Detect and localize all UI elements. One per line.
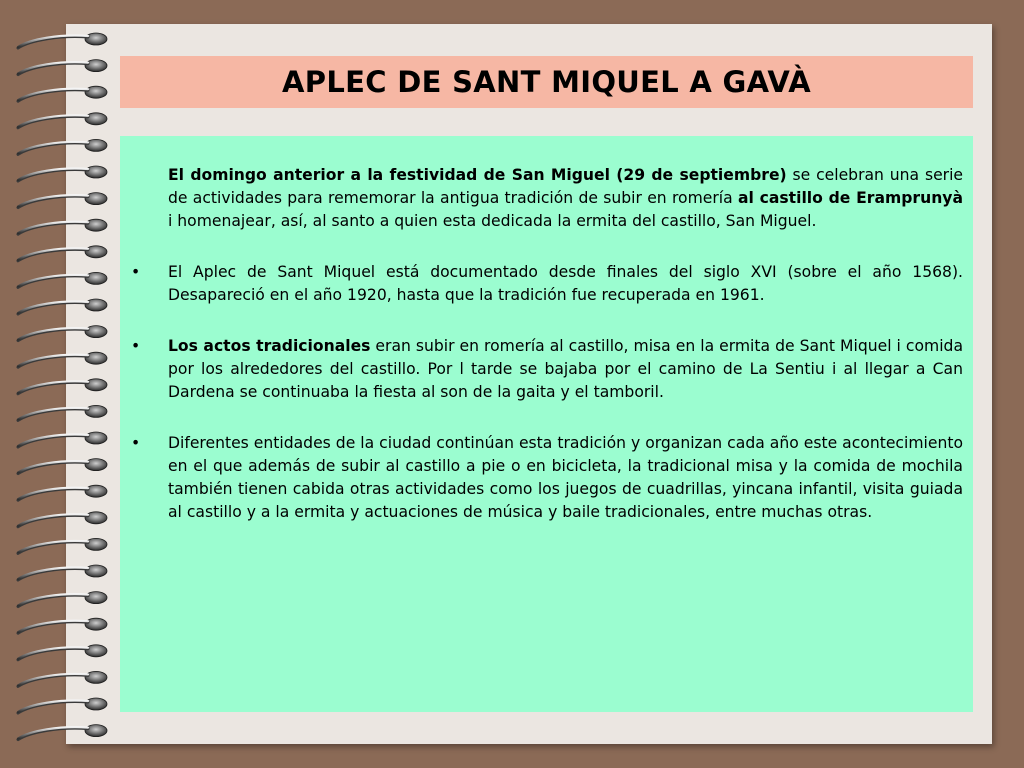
binding-ring — [18, 405, 107, 420]
binding-ring — [18, 352, 107, 367]
bullet-bold-lead: Los actos tradicionales — [168, 337, 371, 355]
binding-ring — [18, 379, 107, 394]
intro-paragraph — [168, 164, 963, 233]
bullet-dot-icon: • — [131, 337, 141, 355]
intro-text-b: i homenajear, así, al santo a quien esta dedicada la ermita del castillo, San Miguel. — [168, 212, 817, 230]
binding-ring — [18, 671, 107, 686]
binding-ring — [18, 432, 107, 447]
intro-bold-mid: al castillo de Eramprunyà — [737, 189, 963, 207]
binding-ring — [18, 725, 107, 740]
intro-bold-lead: El domingo anterior a la festividad de San Miguel (29 de septiembre) — [168, 166, 787, 184]
bullet-item — [131, 432, 963, 524]
slide-title: APLEC DE SANT MIQUEL A GAVÀ — [282, 65, 811, 99]
binding-ring — [18, 272, 107, 287]
binding-ring — [18, 86, 107, 101]
binding-ring — [18, 459, 107, 474]
bullet-text: Diferentes entidades de la ciudad continúan esta tradición y organizan cada año este acontecimiento en el que además de subir al castillo a pie o en bicicleta, la tradicional misa y la comida de mochila también tienen cabida otras actividades como los juegos de cuadrillas, yincana infantil, visita guiada al castillo y a la ermita y actuaciones de música y baile tradicionales, entre muchas otras. — [168, 434, 963, 521]
bullet-dot-icon: • — [131, 263, 141, 281]
binding-ring — [18, 538, 107, 553]
binding-ring — [18, 166, 107, 181]
binding-ring — [18, 33, 107, 48]
binding-ring — [18, 219, 107, 234]
binding-ring — [18, 485, 107, 500]
binding-ring — [18, 246, 107, 261]
spiral-binding-icon — [0, 8, 132, 748]
bullet-text: El Aplec de Sant Miquel está documentado desde finales del siglo XVI (sobre el año 1568). Desapareció en el año 1920, hasta que la tradición fue recuperada en 1961. — [168, 263, 963, 304]
binding-ring — [18, 139, 107, 154]
binding-ring — [18, 592, 107, 607]
binding-ring — [18, 113, 107, 128]
binding-ring — [18, 193, 107, 208]
binding-ring — [18, 512, 107, 527]
binding-ring — [18, 299, 107, 314]
binding-ring — [18, 565, 107, 580]
content-panel — [120, 136, 973, 712]
bullet-text: eran subir en romería al castillo, misa en la ermita de Sant Miquel i comida por los alrededores del castillo. Por l tarde se bajaba por el camino de La Sentiu i al llegar a Can Dardena se continuaba la fiesta al son de la gaita y el tamboril. — [168, 337, 963, 401]
binding-ring — [18, 645, 107, 660]
binding-ring — [18, 618, 107, 633]
bullet-item — [131, 335, 963, 404]
bullet-dot-icon: • — [131, 434, 141, 452]
binding-ring — [18, 698, 107, 713]
intro-text-a: se celebran una serie de actividades para rememorar la antigua tradición de subir en romería — [168, 166, 964, 207]
bullet-item — [131, 261, 963, 307]
binding-ring — [18, 326, 107, 341]
binding-ring — [18, 60, 107, 75]
title-band — [120, 56, 973, 108]
